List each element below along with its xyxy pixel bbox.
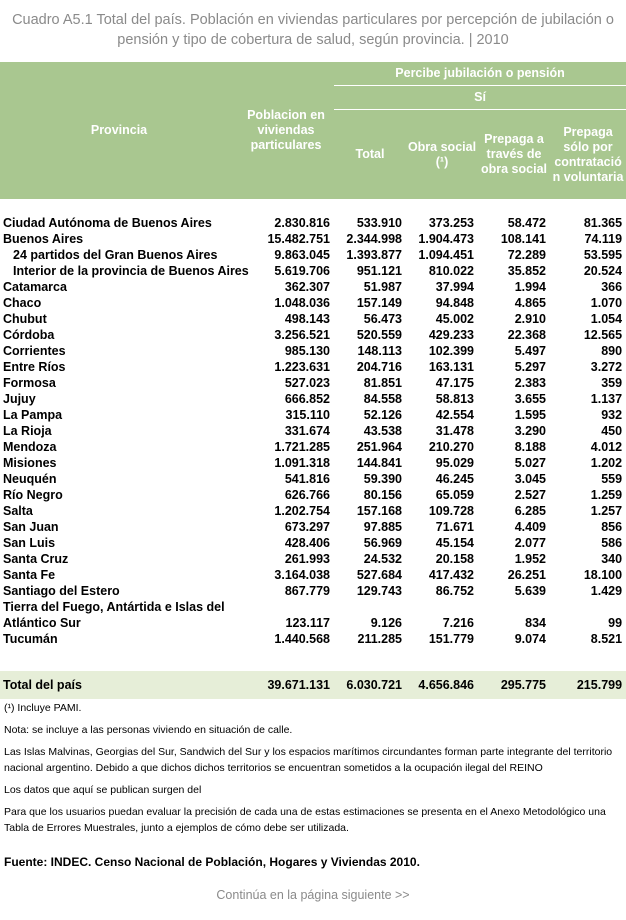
row-poblacion: 331.674 (284, 424, 330, 438)
row-total: 81.851 (363, 376, 402, 390)
table-row (0, 567, 626, 583)
row-prepaga-voluntaria: 856 (601, 520, 623, 534)
row-prepaga-obra-social: 2.383 (514, 376, 546, 390)
row-prepaga-obra-social: 3.290 (514, 424, 546, 438)
row-obra-social: 65.059 (435, 488, 474, 502)
row-prepaga-voluntaria: 12.565 (583, 328, 623, 342)
row-total: 80.156 (363, 488, 402, 502)
row-prepaga-obra-social: 5.027 (514, 456, 546, 470)
row-prepaga-voluntaria: 1.257 (590, 504, 623, 518)
row-prepaga-voluntaria: 1.070 (590, 296, 623, 310)
row-total: 144.841 (356, 456, 402, 470)
row-provincia: Santiago del Estero (3, 584, 120, 598)
row-poblacion: 123.117 (285, 616, 330, 630)
table-row (0, 487, 626, 503)
row-obra-social: 373.253 (428, 216, 474, 230)
row-prepaga-voluntaria: 1.137 (590, 392, 623, 406)
row-obra-social: 7.216 (442, 616, 474, 630)
row-total: 56.969 (363, 536, 402, 550)
row-prepaga-voluntaria: 4.012 (590, 440, 623, 454)
row-prepaga-obra-social: 5.497 (514, 344, 546, 358)
row-obra-social: 86.752 (435, 584, 474, 598)
row-poblacion: 527.023 (284, 376, 330, 390)
table-row (0, 327, 626, 343)
row-prepaga-voluntaria: 1.429 (590, 584, 623, 598)
row-prepaga-voluntaria: 1.202 (590, 456, 623, 470)
row-total: 157.168 (356, 504, 402, 518)
row-provincia: Córdoba (3, 328, 55, 342)
row-obra-social: 46.245 (435, 472, 474, 486)
row-provincia: San Luis (3, 536, 56, 550)
row-prepaga-obra-social: 26.251 (507, 568, 546, 582)
row-poblacion: 315.110 (285, 408, 330, 422)
table-row (0, 279, 626, 295)
header-percibe: Percibe jubilación o pensión (334, 62, 626, 86)
table-row (0, 583, 626, 599)
row-total: 24.532 (363, 552, 402, 566)
table-row (0, 551, 626, 567)
header-prepaga-voluntaria: Prepaga sólo por contratació n voluntaria (550, 110, 626, 200)
row-prepaga-voluntaria: 890 (601, 344, 623, 358)
row-total: 520.559 (356, 328, 402, 342)
row-poblacion: 362.307 (284, 280, 330, 294)
row-poblacion: 1.721.285 (274, 440, 330, 454)
row-prepaga-voluntaria: 81.365 (583, 216, 623, 230)
row-provincia: Corrientes (3, 344, 66, 358)
row-provincia: La Rioja (3, 424, 52, 438)
row-total: 43.538 (363, 424, 402, 438)
row-obra-social: 102.399 (428, 344, 474, 358)
row-prepaga-obra-social: 8.188 (514, 440, 546, 454)
row-provincia: Entre Ríos (3, 360, 66, 374)
note-malvinas: Las Islas Malvinas, Georgias del Sur, Sandwich del Sur y los espacios marítimos circundantes forman parte integrante del territorio nacional argentino. Debido a que dichos dichos territorios se encuentran sometidos a la ocupación ilegal del REINO (4, 746, 613, 774)
row-total: 251.964 (356, 440, 402, 454)
row-prepaga-obra-social: 22.368 (507, 328, 546, 342)
table-row (0, 295, 626, 311)
row-obra-social: 151.779 (428, 632, 474, 646)
row-provincia: San Juan (3, 520, 59, 534)
row-poblacion: 428.406 (284, 536, 330, 550)
row-poblacion: 1.091.318 (274, 456, 330, 470)
row-provincia: Formosa (3, 376, 56, 390)
row-provincia: Santa Cruz (3, 552, 69, 566)
source-note: Fuente: INDEC. Censo Nacional de Población, Hogares y Viviendas 2010. (4, 855, 420, 869)
row-prepaga-obra-social: 58.472 (507, 216, 546, 230)
row-obra-social: 20.158 (435, 552, 474, 566)
table-row (0, 503, 626, 519)
table-row (0, 471, 626, 487)
row-poblacion: 985.130 (284, 344, 330, 358)
total-total: 6.030.721 (334, 671, 406, 699)
row-total: 2.344.998 (346, 232, 402, 246)
row-poblacion: 15.482.751 (267, 232, 330, 246)
row-poblacion: 261.993 (284, 552, 330, 566)
row-total: 129.743 (356, 584, 402, 598)
row-total: 51.987 (363, 280, 402, 294)
row-provincia: Tierra del Fuego, Antártida e Islas del Atlántico Sur (3, 600, 225, 630)
row-prepaga-voluntaria: 74.119 (584, 232, 623, 246)
row-provincia: Río Negro (3, 488, 63, 502)
row-prepaga-obra-social: 3.655 (514, 392, 546, 406)
row-poblacion: 498.143 (284, 312, 330, 326)
row-obra-social: 45.002 (435, 312, 474, 326)
row-poblacion: 5.619.706 (274, 264, 330, 278)
row-prepaga-obra-social: 35.852 (507, 264, 546, 278)
row-prepaga-voluntaria: 359 (601, 376, 623, 390)
row-obra-social: 58.813 (435, 392, 474, 406)
row-prepaga-obra-social: 3.045 (514, 472, 546, 486)
row-obra-social: 47.175 (435, 376, 474, 390)
row-provincia: 24 partidos del Gran Buenos Aires (13, 248, 218, 262)
header-provincia: Provincia (0, 62, 238, 199)
row-provincia: Chubut (3, 312, 47, 326)
row-provincia: La Pampa (3, 408, 63, 422)
table-row (0, 343, 626, 359)
row-total: 56.473 (363, 312, 402, 326)
row-total: 527.684 (356, 568, 402, 582)
table-row (0, 599, 626, 631)
row-prepaga-voluntaria: 450 (601, 424, 623, 438)
row-poblacion: 9.863.045 (274, 248, 330, 262)
row-obra-social: 810.022 (428, 264, 474, 278)
total-obra-social: 4.656.846 (406, 671, 478, 699)
row-provincia: Mendoza (3, 440, 57, 454)
table-body (0, 199, 626, 647)
row-prepaga-voluntaria: 20.524 (583, 264, 623, 278)
table-title-line-2: pensión y tipo de cobertura de salud, según provincia. | 2010 (117, 32, 509, 48)
row-obra-social: 31.478 (435, 424, 474, 438)
row-total: 84.558 (363, 392, 402, 406)
row-prepaga-obra-social: 4.865 (514, 296, 546, 310)
row-total: 97.885 (363, 520, 402, 534)
row-poblacion: 673.297 (284, 520, 330, 534)
row-total: 204.716 (356, 360, 402, 374)
table-title-line-1: Cuadro A5.1 Total del país. Población en viviendas particulares por percepción de jubilación o (12, 12, 614, 28)
row-prepaga-voluntaria: 559 (601, 472, 623, 486)
row-prepaga-voluntaria: 340 (601, 552, 623, 566)
row-poblacion: 1.223.631 (274, 360, 330, 374)
row-prepaga-voluntaria: 18.100 (583, 568, 623, 582)
row-prepaga-obra-social: 72.289 (507, 248, 546, 262)
row-total: 157.149 (356, 296, 402, 310)
row-obra-social: 109.728 (428, 504, 474, 518)
row-total: 9.126 (370, 616, 402, 630)
header-prepaga-obra-social: Prepaga a través de obra social (478, 110, 550, 200)
total-row (0, 671, 626, 699)
row-prepaga-obra-social: 834 (525, 616, 546, 630)
row-prepaga-voluntaria: 8.521 (590, 632, 623, 646)
row-poblacion: 3.256.521 (274, 328, 330, 342)
row-provincia: Santa Fe (3, 568, 56, 582)
row-prepaga-obra-social: 1.994 (514, 280, 546, 294)
row-prepaga-voluntaria: 1.259 (590, 488, 623, 502)
table-row (0, 231, 626, 247)
row-obra-social: 42.554 (435, 408, 474, 422)
row-provincia: Tucumán (3, 632, 58, 646)
row-prepaga-obra-social: 5.297 (514, 360, 546, 374)
row-poblacion: 867.779 (284, 584, 330, 598)
table-row (0, 391, 626, 407)
row-total: 148.113 (357, 344, 402, 358)
row-obra-social: 95.029 (435, 456, 474, 470)
row-prepaga-voluntaria: 1.054 (590, 312, 623, 326)
row-obra-social: 210.270 (428, 440, 474, 454)
row-poblacion: 1.048.036 (274, 296, 330, 310)
row-obra-social: 37.994 (435, 280, 474, 294)
row-prepaga-voluntaria: 586 (601, 536, 623, 550)
header-poblacion: Poblacion en viviendas particulares (238, 62, 334, 199)
row-poblacion: 1.202.754 (274, 504, 330, 518)
row-prepaga-obra-social: 6.285 (514, 504, 546, 518)
table-row (0, 311, 626, 327)
row-prepaga-obra-social: 2.910 (514, 312, 546, 326)
row-total: 211.285 (357, 632, 402, 646)
note-pami: (¹) Incluye PAMI. (4, 702, 82, 714)
table-title (0, 10, 626, 50)
data-table (0, 62, 626, 699)
row-provincia: Catamarca (3, 280, 67, 294)
row-obra-social: 71.671 (435, 520, 474, 534)
row-total: 59.390 (363, 472, 402, 486)
row-prepaga-obra-social: 1.952 (514, 552, 546, 566)
total-label: Total del país (0, 671, 238, 699)
row-poblacion: 1.440.568 (274, 632, 330, 646)
table-row (0, 359, 626, 375)
row-prepaga-voluntaria: 932 (601, 408, 623, 422)
row-provincia: Jujuy (3, 392, 36, 406)
row-poblacion: 2.830.816 (274, 216, 330, 230)
row-provincia: Interior de la provincia de Buenos Aires (13, 264, 249, 278)
table-row (0, 455, 626, 471)
table-row (0, 439, 626, 455)
row-prepaga-obra-social: 9.074 (514, 632, 546, 646)
row-provincia: Misiones (3, 456, 57, 470)
table-row (0, 247, 626, 263)
row-poblacion: 541.816 (284, 472, 330, 486)
row-total: 1.393.877 (346, 248, 402, 262)
note-datos: Los datos que aquí se publican surgen del (4, 784, 202, 796)
row-obra-social: 94.848 (435, 296, 474, 310)
table-row (0, 407, 626, 423)
row-prepaga-obra-social: 5.639 (514, 584, 546, 598)
row-obra-social: 45.154 (435, 536, 474, 550)
row-prepaga-obra-social: 108.141 (500, 232, 546, 246)
total-poblacion: 39.671.131 (238, 671, 334, 699)
row-total: 951.121 (356, 264, 402, 278)
notes (4, 700, 622, 842)
row-poblacion: 3.164.038 (274, 568, 330, 582)
row-obra-social: 417.432 (428, 568, 474, 582)
row-provincia: Salta (3, 504, 33, 518)
header-si: Sí (334, 86, 626, 110)
total-prepaga-voluntaria: 215.799 (550, 671, 626, 699)
row-total: 533.910 (356, 216, 402, 230)
row-prepaga-obra-social: 4.409 (514, 520, 546, 534)
row-provincia: Buenos Aires (3, 232, 84, 246)
row-prepaga-voluntaria: 3.272 (590, 360, 623, 374)
table-row (0, 215, 626, 231)
table-row (0, 631, 626, 647)
row-prepaga-obra-social: 2.077 (514, 536, 546, 550)
note-situacion-calle: Nota: se incluye a las personas viviendo en situación de calle. (4, 724, 293, 736)
row-obra-social: 163.131 (428, 360, 474, 374)
row-poblacion: 666.852 (284, 392, 330, 406)
table-row (0, 263, 626, 279)
table-row (0, 535, 626, 551)
table-row (0, 519, 626, 535)
total-prepaga-obra-social: 295.775 (478, 671, 550, 699)
row-obra-social: 429.233 (428, 328, 474, 342)
row-total: 52.126 (363, 408, 402, 422)
row-prepaga-voluntaria: 99 (608, 616, 623, 630)
continue-link[interactable]: Continúa en la página siguiente >> (216, 888, 410, 902)
row-prepaga-obra-social: 1.595 (514, 408, 546, 422)
row-provincia: Neuquén (3, 472, 57, 486)
header-total: Total (334, 110, 406, 200)
note-errores-muestrales: Para que los usuarios puedan evaluar la precisión de cada una de estas estimaciones se presenta en el Anexo Metodológico una Tabla de Errores Muestrales, junto a ejemplos de cómo debe ser utilizada. (4, 806, 606, 834)
row-provincia: Ciudad Autónoma de Buenos Aires (3, 216, 212, 230)
row-obra-social: 1.094.451 (418, 248, 474, 262)
table-row (0, 375, 626, 391)
row-poblacion: 626.766 (284, 488, 330, 502)
table-row (0, 423, 626, 439)
row-obra-social: 1.904.473 (418, 232, 474, 246)
header-obra-social: Obra social (¹) (406, 110, 478, 200)
row-prepaga-voluntaria: 366 (601, 280, 623, 294)
row-prepaga-voluntaria: 53.595 (583, 248, 623, 262)
row-provincia: Chaco (3, 296, 42, 310)
row-prepaga-obra-social: 2.527 (514, 488, 546, 502)
